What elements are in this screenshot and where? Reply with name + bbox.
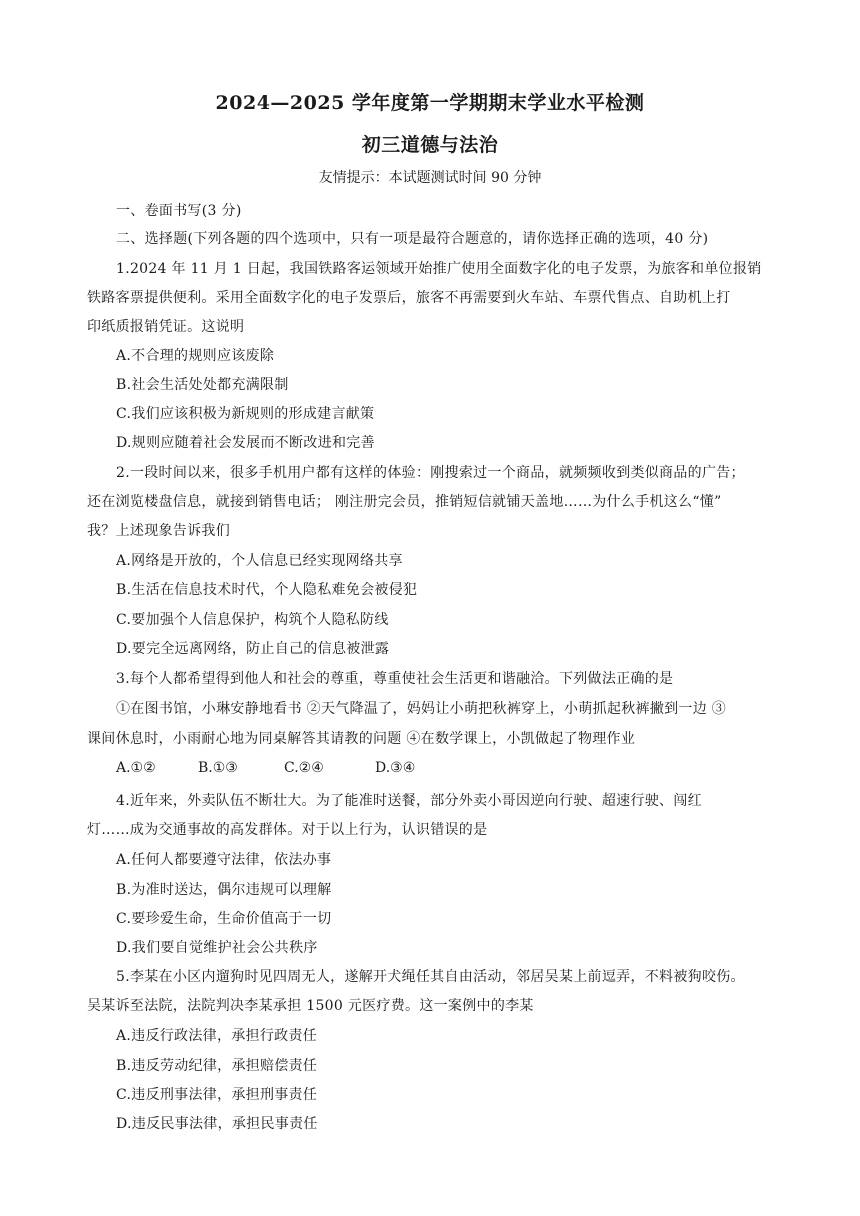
q1-option-b: B.社会生活处处都充满限制 xyxy=(116,377,289,393)
q4-stem-line: 4.近年来，外卖队伍不断壮大。为了能准时送餐，部分外卖小哥因逆向行驶、超速行驶、闯红 xyxy=(116,793,702,809)
q2-option-d: D.要完全远离网络，防止自己的信息被泄露 xyxy=(116,641,390,657)
q2-option-a: A.网络是开放的，个人信息已经实现网络共享 xyxy=(116,553,403,569)
q1-option-c: C.我们应该积极为新规则的形成建言献策 xyxy=(116,406,375,422)
q2-stem-line: 2.一段时间以来，很多手机用户都有这样的体验：刚搜索过一个商品，就频频收到类似商品的广告； xyxy=(116,465,745,481)
q1-stem-line: 1.2024 年 11 月 1 日起，我国铁路客运领域开始推广使用全面数字化的电子发票，为旅客和单位报销 xyxy=(116,261,762,277)
q5-option-d: D.违反民事法律，承担民事责任 xyxy=(116,1116,318,1132)
q4-option-c: C.要珍爱生命，生命价值高于一切 xyxy=(116,911,332,927)
q1-stem-line: 印纸质报销凭证。这说明 xyxy=(87,319,245,335)
section-choice: 二、选择题(下列各题的四个选项中，只有一项是最符合题意的，请你选择正确的选项，40 分) xyxy=(116,231,709,247)
q3-option-b: B.①③ xyxy=(198,760,238,776)
q3-items-line: 课间休息时，小雨耐心地为同桌解答其请教的问题 ④在数学课上，小凯做起了物理作业 xyxy=(87,731,636,747)
q5-option-a: A.违反行政法律，承担行政责任 xyxy=(116,1028,318,1044)
q4-stem-line: 灯……成为交通事故的高发群体。对于以上行为，认识错误的是 xyxy=(87,822,488,838)
q2-stem-line: 我？上述现象告诉我们 xyxy=(87,523,230,539)
q5-stem-line: 吴某诉至法院，法院判决李某承担 1500 元医疗费。这一案例中的李某 xyxy=(87,998,534,1014)
q4-option-d: D.我们要自觉维护社会公共秩序 xyxy=(116,940,318,956)
q1-option-d: D.规则应随着社会发展而不断改进和完善 xyxy=(116,435,375,451)
subject-title: 初三道德与法治 xyxy=(361,134,499,156)
q5-stem-line: 5.李某在小区内遛狗时见四周无人，遂解开犬绳任其自由活动，邻居吴某上前逗弄，不料被狗咬伤。 xyxy=(116,969,745,985)
q2-option-c: C.要加强个人信息保护，构筑个人隐私防线 xyxy=(116,612,389,628)
q1-option-a: A.不合理的规则应该废除 xyxy=(116,348,275,364)
q5-option-c: C.违反刑事法律，承担刑事责任 xyxy=(116,1087,318,1103)
q3-option-d: D.③④ xyxy=(375,760,416,776)
q2-stem-line: 还在浏览楼盘信息，就接到销售电话； 刚注册完会员，推销短信就铺天盖地……为什么手机这么“懂” xyxy=(87,494,722,510)
q3-option-c: C.②④ xyxy=(284,760,324,776)
q3-stem: 3.每个人都希望得到他人和社会的尊重，尊重使社会生活更和谐融洽。下列做法正确的是 xyxy=(116,671,674,687)
q4-option-a: A.任何人都要遵守法律，依法办事 xyxy=(116,852,332,868)
q5-option-b: B.违反劳动纪律，承担赔偿责任 xyxy=(116,1058,318,1074)
section-handwriting: 一、卷面书写(3 分) xyxy=(116,203,242,219)
q2-option-b: B.生活在信息技术时代，个人隐私难免会被侵犯 xyxy=(116,582,418,598)
q4-option-b: B.为准时送达，偶尔违规可以理解 xyxy=(116,882,332,898)
q3-option-a: A.①② xyxy=(116,760,156,776)
exam-title: 2024—2025 学年度第一学期期末学业水平检测 xyxy=(215,92,645,114)
friendly-tip: 友情提示：本试题测试时间 90 分钟 xyxy=(318,170,542,186)
q1-stem-line: 铁路客票提供便利。采用全面数字化的电子发票后，旅客不再需要到火车站、车票代售点、自助机上打 xyxy=(87,290,731,306)
q3-items-line: ①在图书馆，小琳安静地看书 ②天气降温了，妈妈让小萌把秋裤穿上，小萌抓起秋裤撇到一边 ③ xyxy=(116,701,727,717)
